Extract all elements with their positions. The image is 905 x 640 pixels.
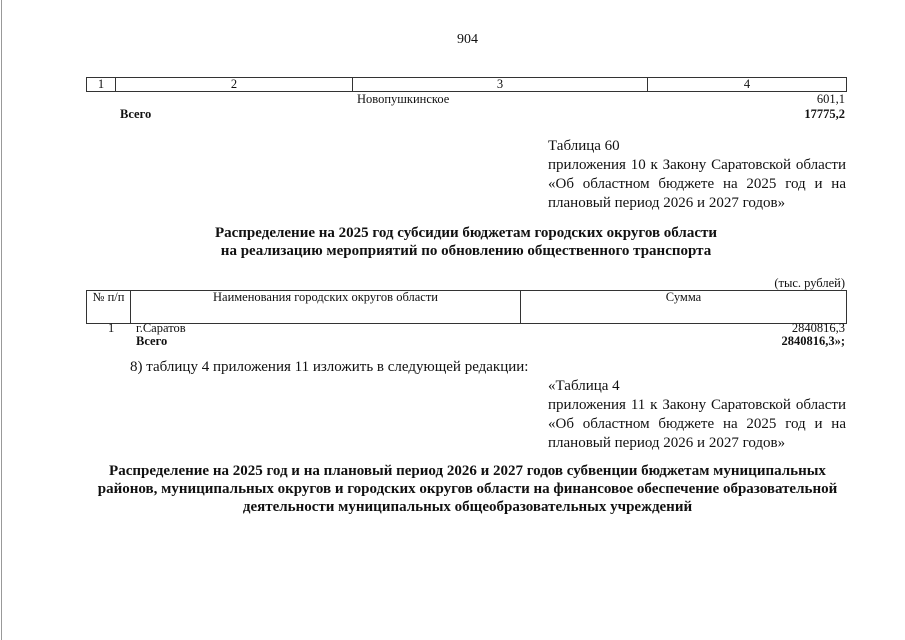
title-line: Распределение на 2025 год и на плановый период 2026 и 2027 годов субвенции бюджетам муниципальных [109, 463, 826, 479]
table-4-title [40, 462, 895, 516]
total-label: Всего [136, 334, 168, 348]
table-60-title [86, 224, 846, 260]
column-header: Сумма [521, 291, 847, 324]
row-number: 1 [108, 321, 115, 335]
total-label: Всего [120, 107, 152, 121]
page-number: 904 [457, 32, 478, 47]
row-value: 2840816,3 [791, 321, 845, 335]
page-border [1, 0, 2, 640]
instruction-text: 8) таблицу 4 приложения 11 изложить в следующей редакции: [130, 359, 529, 375]
caption-text: приложения 10 к Закону Саратовской области «Об областном бюджете на 2025 год и на плановый период 2026 и 2027 годов» [548, 157, 846, 211]
table-4-caption [548, 377, 846, 453]
row-name: Новопушкинское [357, 92, 450, 106]
caption-label: «Таблица 4 [548, 378, 620, 394]
column-header: Наименования городских округов области [131, 291, 521, 324]
column-header: № п/п [87, 291, 131, 324]
column-header: 2 [116, 78, 353, 92]
column-header: 3 [353, 78, 648, 92]
row-value: 601,1 [816, 92, 845, 106]
row-name: г.Саратов [136, 321, 186, 335]
table-60-caption [548, 137, 846, 213]
column-header: 1 [87, 78, 116, 92]
units-label: (тыс. рублей) [774, 276, 845, 290]
title-line: Распределение на 2025 год субсидии бюджетам городских округов области [214, 225, 718, 241]
column-header: 4 [648, 78, 847, 92]
title-line: районов, муниципальных округов и городских округов области на финансовое обеспечение образовательной [97, 481, 838, 497]
previous-table-header [86, 77, 847, 92]
title-line: деятельности муниципальных общеобразовательных учреждений [242, 499, 693, 515]
caption-text: приложения 11 к Закону Саратовской области «Об областном бюджете на 2025 год и на плановый период 2026 и 2027 годов» [548, 397, 846, 451]
caption-label: Таблица 60 [548, 138, 620, 154]
table-60 [86, 290, 847, 324]
total-value: 17775,2 [804, 107, 845, 121]
total-value: 2840816,3»; [781, 334, 845, 348]
title-line: на реализацию мероприятий по обновлению общественного транспорта [220, 243, 712, 259]
